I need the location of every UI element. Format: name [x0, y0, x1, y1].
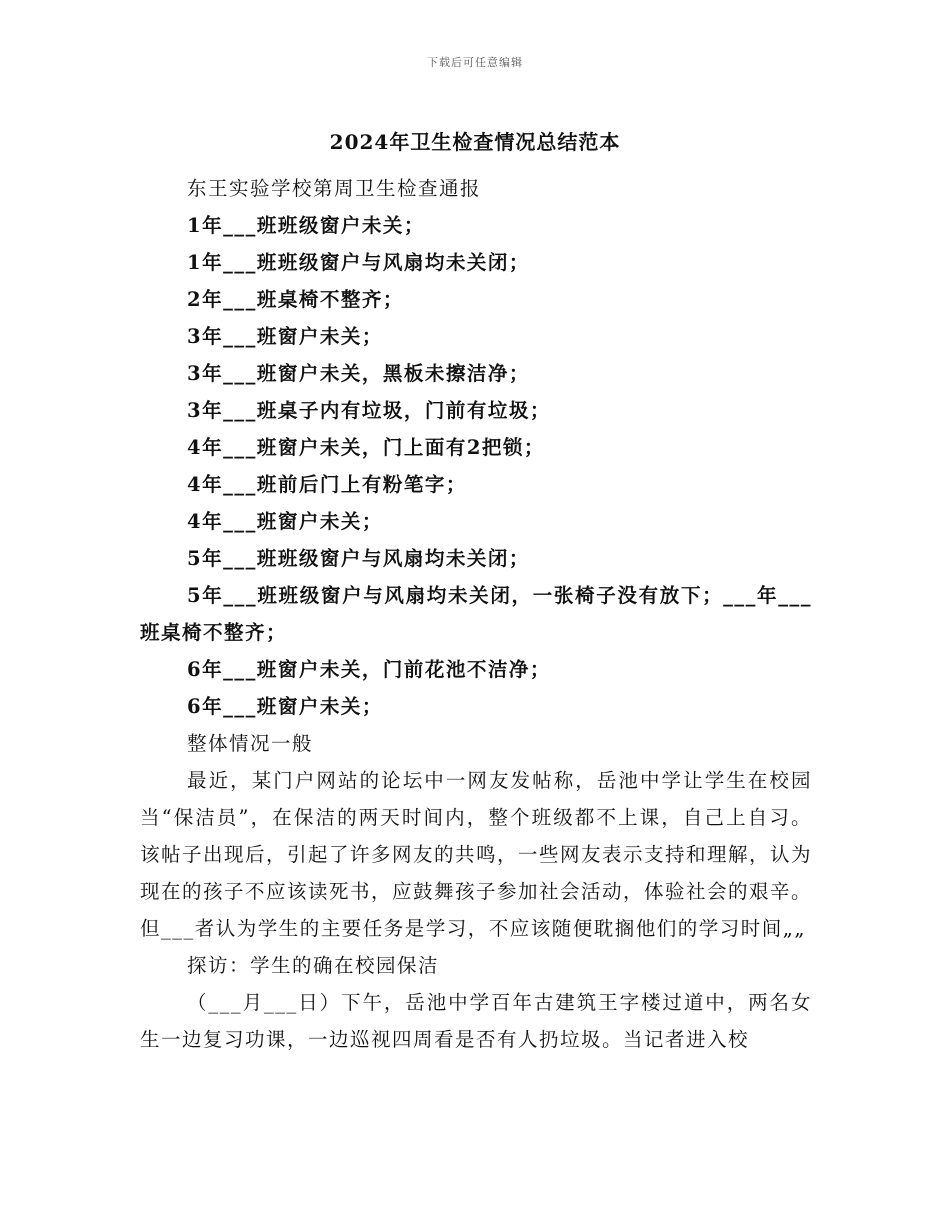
document-body [140, 170, 812, 1058]
paragraph: 探访：学生的确在校园保洁 [187, 954, 440, 977]
paragraph: 6年___班窗户未关； [187, 695, 383, 718]
paragraph: （___月___日）下午，岳池中学百年古建筑王字楼过道中，两名女生一边复习功课，一边巡视四周看是否有人扔垃圾。当记者进入校 [140, 991, 812, 1051]
document-title: 2024年卫生检查情况总结范本 [329, 130, 621, 154]
page-header-note: 下载后可任意编辑 [427, 56, 523, 69]
paragraph: 6年___班窗户未关，门前花池不洁净； [187, 658, 551, 681]
paragraph: 4年___班前后门上有粉笔字； [187, 473, 467, 496]
paragraph: 东王实验学校第周卫生检查通报 [187, 177, 482, 200]
paragraph: 3年___班窗户未关，黑板未擦洁净； [187, 362, 530, 385]
paragraph: 最近，某门户网站的论坛中一网友发帖称，岳池中学让学生在校园当“保洁员”，在保洁的两天时间内，整个班级都不上课，自己上自习。该帖子出现后，引起了许多网友的共鸣，一些网友表示支持和理解，认为现在的孩子不应该读死书，应鼓舞孩子参加社会活动，体验社会的艰辛。但___者认为学生的主要任务是学习，不应该随便耽搁他们的学习时间„„ [140, 769, 813, 940]
paragraph: 2年___班桌椅不整齐； [187, 288, 404, 311]
paragraph: 3年___班桌子内有垃圾，门前有垃圾； [187, 399, 551, 422]
paragraph: 整体情况一般 [187, 732, 314, 755]
paragraph: 3年___班窗户未关； [187, 325, 383, 348]
paragraph: 5年___班班级窗户与风扇均未关闭； [187, 547, 530, 570]
paragraph: 4年___班窗户未关，门上面有2把锁； [187, 436, 545, 459]
paragraph: 1年___班班级窗户未关； [187, 214, 425, 237]
paragraph: 5年___班班级窗户与风扇均未关闭，一张椅子没有放下；___年___班桌椅不整齐； [140, 584, 812, 644]
paragraph: 1年___班班级窗户与风扇均未关闭； [187, 251, 530, 274]
paragraph: 4年___班窗户未关； [187, 510, 383, 533]
